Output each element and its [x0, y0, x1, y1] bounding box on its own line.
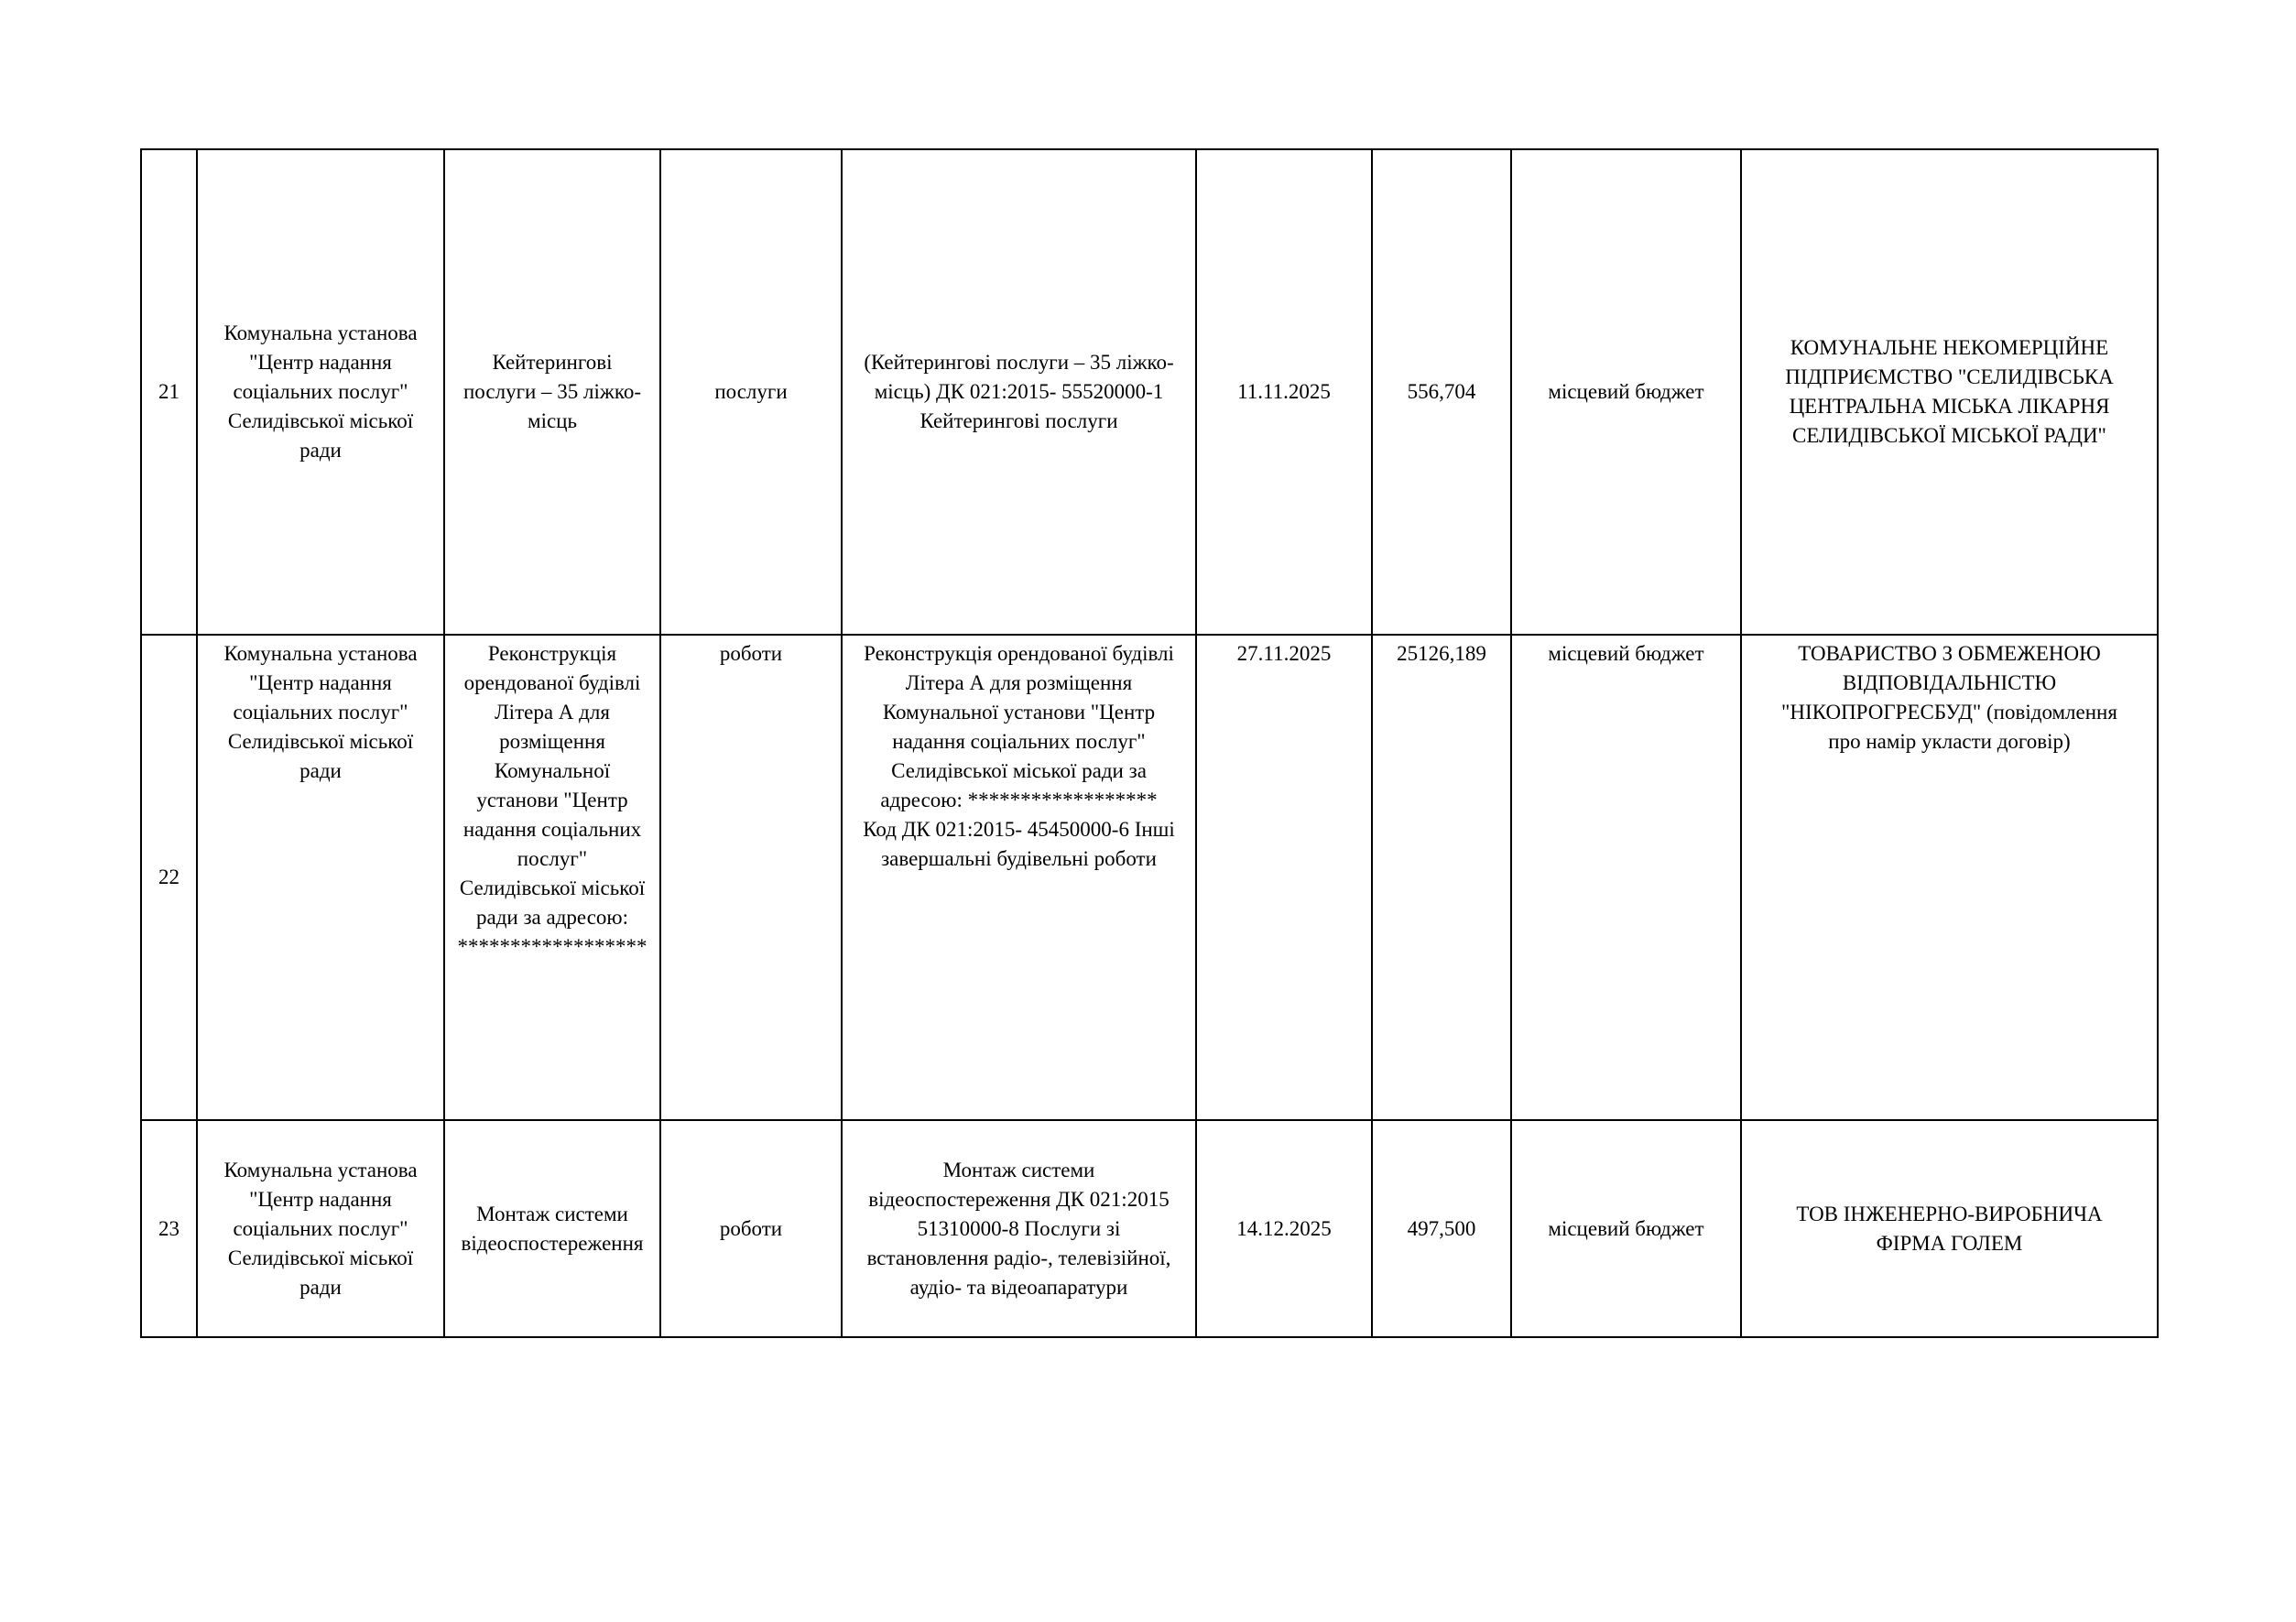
row-number: 21 — [158, 380, 180, 403]
contract-date: 11.11.2025 — [1237, 380, 1331, 403]
contract-amount: 556,704 — [1407, 380, 1476, 403]
row-number-cell — [141, 1120, 197, 1337]
description-cell — [842, 635, 1196, 1120]
subject-line: Літера А для — [495, 701, 610, 724]
subject-line: Реконструкція — [487, 642, 617, 665]
table-row — [141, 1120, 2158, 1337]
amount-cell — [1372, 635, 1511, 1120]
description-line: Комунальної установи "Центр — [882, 701, 1156, 724]
subject-cell — [444, 149, 660, 635]
customer-line: "Центр надання — [249, 671, 392, 694]
description-line: завершальні будівельні роботи — [881, 847, 1157, 870]
funding-source: місцевий бюджет — [1548, 1216, 1704, 1240]
procurement-type-cell — [660, 1120, 842, 1337]
subject-cell — [444, 635, 660, 1120]
subject-line: установи "Центр — [476, 789, 628, 811]
subject-line: Монтаж системи — [476, 1202, 628, 1225]
winner-line: ТОВ ІНЖЕНЕРНО-ВИРОБНИЧА — [1796, 1202, 2103, 1225]
subject-line: Комунальної — [494, 759, 611, 782]
funding-source: місцевий бюджет — [1548, 642, 1704, 665]
customer-cell — [197, 1120, 444, 1337]
winner-line: ТОВАРИСТВО З ОБМЕЖЕНОЮ — [1798, 642, 2101, 665]
description-line: Код ДК 021:2015- 45450000-6 Інші — [863, 818, 1175, 841]
procurement-type: послуги — [714, 380, 788, 403]
winner-line: СЕЛИДІВСЬКОЇ МІСЬКОЇ РАДИ" — [1792, 424, 2106, 447]
row-number: 23 — [158, 1216, 180, 1240]
description-line: Кейтерингові послуги — [919, 409, 1118, 432]
subject-line: розміщення — [499, 730, 605, 753]
date-cell — [1196, 149, 1372, 635]
subject-line: послуг" — [517, 847, 588, 870]
funding-source-cell — [1511, 149, 1741, 635]
subject-line: надання соціальних — [462, 818, 642, 841]
customer-line: Селидівської міської — [227, 730, 414, 753]
row-number: 22 — [158, 865, 180, 888]
customer-line: Комунальна установа — [223, 321, 418, 344]
subject-line: відеоспостереження — [461, 1231, 644, 1255]
date-cell — [1196, 1120, 1372, 1337]
winner-line: ПІДПРИЄМСТВО "СЕЛИДІВСЬКА — [1785, 365, 2114, 388]
subject-line: ****************** — [457, 935, 647, 958]
description-line: Монтаж системи — [942, 1158, 1095, 1181]
description-line: встановлення радіо-, телевізійної, — [866, 1246, 1171, 1269]
description-line: Літера А для розміщення — [905, 671, 1133, 694]
funding-source: місцевий бюджет — [1548, 380, 1704, 403]
date-cell — [1196, 635, 1372, 1120]
row-number-cell — [141, 635, 197, 1120]
subject-line: ради за адресою: — [476, 906, 628, 929]
contract-date: 27.11.2025 — [1236, 642, 1332, 665]
customer-line: Селидівської міської — [227, 1246, 414, 1269]
subject-line: місць — [528, 409, 577, 432]
customer-line: ради — [299, 759, 342, 782]
customer-line: Комунальна установа — [223, 642, 418, 665]
description-line: Реконструкція орендованої будівлі — [864, 642, 1174, 665]
description-line: адресою: ****************** — [880, 789, 1158, 811]
procurement-type: роботи — [719, 1216, 783, 1240]
winner-line: ВІДПОВІДАЛЬНІСТЮ — [1842, 671, 2057, 694]
winner-line: ФІРМА ГОЛЕМ — [1876, 1231, 2023, 1255]
customer-line: "Центр надання — [249, 1187, 392, 1211]
customer-line: ради — [299, 439, 342, 462]
description-line: Селидівської міської ради за — [891, 759, 1147, 782]
table-row — [141, 149, 2158, 635]
winner-cell — [1741, 635, 2158, 1120]
winner-line: ЦЕНТРАЛЬНА МІСЬКА ЛІКАРНЯ — [1789, 395, 2110, 418]
contract-date: 14.12.2025 — [1236, 1216, 1332, 1240]
funding-source-cell — [1511, 635, 1741, 1120]
winner-line: КОМУНАЛЬНЕ НЕКОМЕРЦІЙНЕ — [1790, 336, 2109, 359]
funding-source-cell — [1511, 1120, 1741, 1337]
description-line: 51310000-8 Послуги зі — [917, 1216, 1121, 1240]
procurement-type-cell — [660, 149, 842, 635]
description-line: аудіо- та відеоапаратури — [909, 1275, 1128, 1299]
customer-line: "Центр надання — [249, 351, 392, 374]
row-number-cell — [141, 149, 197, 635]
description-line: надання соціальних послуг" — [892, 730, 1146, 753]
winner-cell — [1741, 149, 2158, 635]
table-row — [141, 635, 2158, 1120]
winner-line: про намір укласти договір) — [1828, 730, 2071, 753]
customer-cell — [197, 149, 444, 635]
customer-line: соціальних послуг" — [233, 380, 408, 403]
customer-line: соціальних послуг" — [233, 701, 408, 724]
amount-cell — [1372, 1120, 1511, 1337]
subject-line: орендованої будівлі — [463, 671, 641, 694]
subject-line: Селидівської міської — [459, 876, 646, 899]
winner-cell — [1741, 1120, 2158, 1337]
contract-amount: 497,500 — [1407, 1216, 1476, 1240]
procurement-type-cell — [660, 635, 842, 1120]
description-line: місць) ДК 021:2015- 55520000-1 — [874, 380, 1164, 403]
procurement-type: роботи — [719, 642, 783, 665]
subject-line: Кейтерингові — [492, 351, 613, 374]
customer-line: ради — [299, 1275, 342, 1299]
customer-line: Селидівської міської — [227, 409, 414, 432]
description-cell — [842, 1120, 1196, 1337]
winner-line: "НІКОПРОГРЕСБУД" (повідомлення — [1781, 701, 2117, 724]
description-cell — [842, 149, 1196, 635]
description-line: (Кейтерингові послуги – 35 ліжко- — [864, 351, 1174, 374]
customer-line: Комунальна установа — [223, 1158, 418, 1181]
customer-cell — [197, 635, 444, 1120]
subject-cell — [444, 1120, 660, 1337]
subject-line: послуги – 35 ліжко- — [463, 380, 641, 403]
procurement-table — [140, 148, 2159, 1338]
amount-cell — [1372, 149, 1511, 635]
customer-line: соціальних послуг" — [233, 1216, 408, 1240]
description-line: відеоспостереження ДК 021:2015 — [868, 1187, 1170, 1211]
contract-amount: 25126,189 — [1397, 642, 1486, 665]
